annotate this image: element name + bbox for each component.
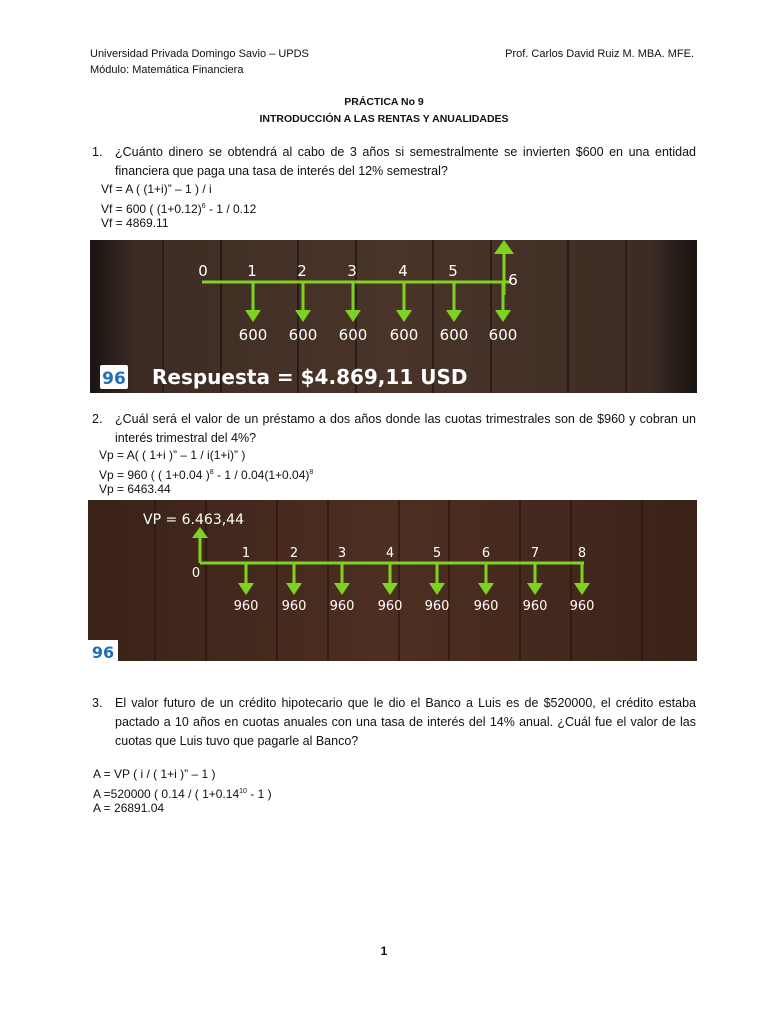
formula-result: Vf = 4869.11 [101, 216, 169, 230]
period-label: 6 [481, 546, 491, 561]
question-text: ¿Cuánto dinero se obtendrá al cabo de 3 años si semestralmente se invierten $600 en una entidad financiera que paga una tasa de interés del 12% semestral? [115, 145, 696, 178]
payment-label: 960 [569, 599, 595, 614]
formula-line: Vp = 960 ( ( 1+0.04 )$^8 - 1 / 0.04(1+0.04)^8$ [99, 468, 314, 482]
question-3 [92, 694, 696, 751]
payment-label: 960 [377, 599, 403, 614]
period-label: 1 [241, 546, 251, 561]
period-label: 5 [432, 546, 442, 561]
logo-text: 96 [91, 643, 115, 661]
period-label: 3 [337, 546, 347, 561]
professor-name: Prof. Carlos David Ruiz M. MBA. MFE. [505, 48, 694, 60]
period-label: 2 [289, 546, 299, 561]
period-label: 4 [398, 262, 408, 280]
question-text: El valor futuro de un crédito hipotecario que le dio el Banco a Luis es de $520000, el crédito estaba pactado a 10 años en cuotas anuales con una tasa de interés del 14% anual. ¿Cuál fue el valor de las cuotas que Luis tuvo que pagarle al Banco? [115, 696, 696, 748]
period-label: 0 [191, 566, 201, 581]
question-text: ¿Cuál será el valor de un préstamo a dos años donde las cuotas trimestrales son de $960 y cobran un interés trimestral del 4%? [115, 412, 696, 445]
payment-label: 960 [329, 599, 355, 614]
payment-label: 960 [233, 599, 259, 614]
cash-flow-diagram-2 [88, 500, 697, 661]
period-label: 4 [385, 546, 395, 561]
question-1 [92, 143, 696, 181]
period-label: 7 [530, 546, 540, 561]
formula-result: A = 26891.04 [93, 801, 165, 815]
question-number: 2. [92, 412, 103, 426]
page-number: 1 [380, 944, 388, 958]
payment-label: 600 [238, 326, 268, 344]
payment-label: 600 [288, 326, 318, 344]
payment-label: 600 [389, 326, 419, 344]
question-2 [92, 410, 696, 448]
practice-title: PRÁCTICA No 9 [344, 96, 424, 108]
period-label: 5 [448, 262, 458, 280]
payment-label: 960 [281, 599, 307, 614]
logo-text: 96 [102, 369, 126, 389]
answer-text: Respuesta = $4.869,11 USD [152, 365, 468, 389]
period-label: 1 [247, 262, 257, 280]
header-left [90, 46, 309, 78]
payment-label: 600 [488, 326, 518, 344]
university-name: Universidad Privada Domingo Savio – UPDS [90, 48, 309, 60]
question-number: 1. [92, 145, 103, 159]
payment-label: 960 [473, 599, 499, 614]
period-label: 2 [297, 262, 307, 280]
formula-line: Vf = 600 ( $(1+0.12)^6 - 1 / 0.12$ [101, 202, 257, 216]
formula-line: Vf = A ( (1+i)” – 1 ) / i [101, 182, 212, 196]
formula-line: Vp = A( ( 1+i )” – 1 / i(1+i)” ) [99, 448, 246, 462]
period-label: 8 [577, 546, 587, 561]
period-label: 6 [508, 271, 518, 289]
practice-subtitle: INTRODUCCIÓN A LAS RENTAS Y ANUALIDADES [259, 113, 509, 125]
payment-label: 600 [439, 326, 469, 344]
present-value-label: VP = 6.463,44 [143, 512, 244, 528]
question-number: 3. [92, 696, 103, 710]
formula-result: Vp = 6463.44 [99, 482, 171, 496]
formula-line: A = VP ( i / ( 1+i )” – 1 ) [93, 767, 216, 781]
payment-label: 600 [338, 326, 368, 344]
period-label: 3 [347, 262, 357, 280]
formula-line: A =520000 ( 0.14 / ( $1+0.14^{10} - 1$ ) [93, 787, 272, 801]
payment-label: 960 [424, 599, 450, 614]
module-name: Módulo: Matemática Financiera [90, 64, 244, 76]
cash-flow-diagram-1 [90, 240, 697, 393]
payment-label: 960 [522, 599, 548, 614]
period-label: 0 [198, 262, 208, 280]
